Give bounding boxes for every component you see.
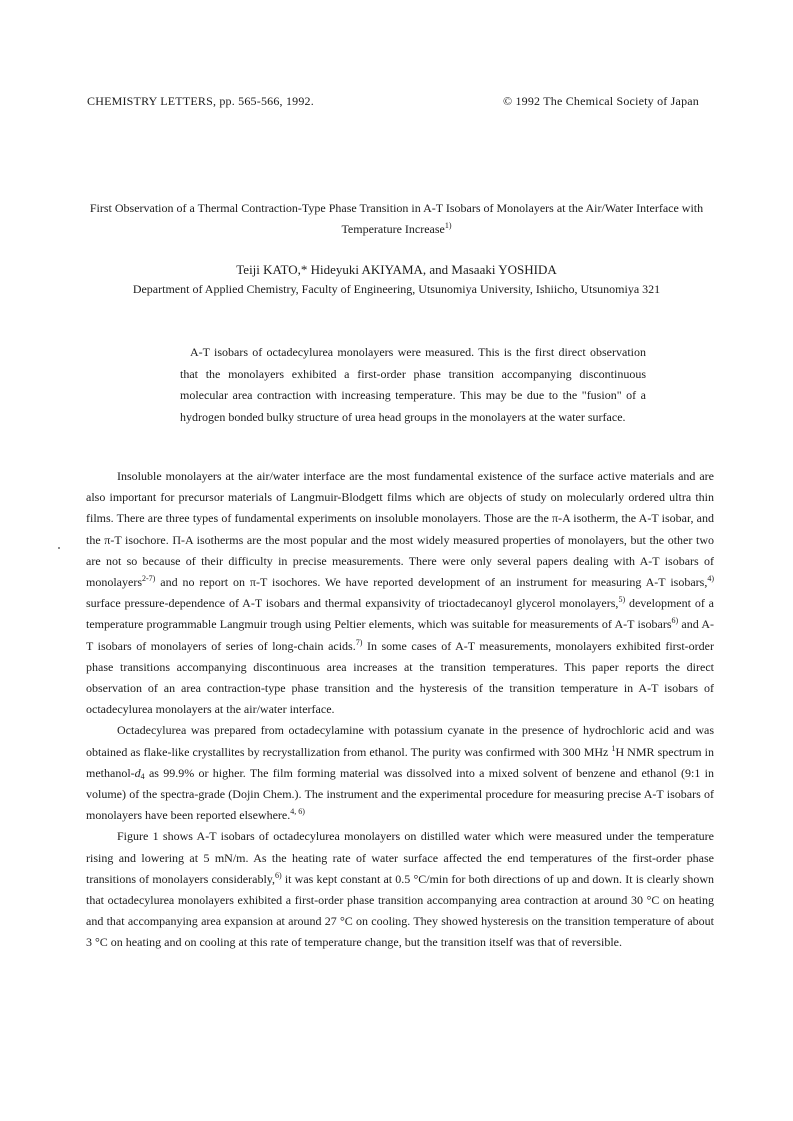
affiliation: Department of Applied Chemistry, Faculty of Engineering, Utsunomiya University, Ishiicho, Utsunomiya 321 [132, 282, 661, 296]
reference-marker: 7) [355, 637, 363, 647]
reference-marker: 2-7) [142, 574, 156, 584]
reference-marker: 6) [671, 616, 679, 626]
text-run: and no report on π-T isochores. We have reported development of an instrument for measuring A-T isobars, [155, 575, 708, 590]
text-run: and A-T isobars of monolayers of series of long-chain acids. [86, 617, 715, 653]
margin-mark [58, 547, 60, 549]
text-run: development of a temperature programmable Langmuir trough using Peltier elements, which was suitable for measurements of A-T isobars [86, 596, 715, 632]
paper-title [70, 198, 723, 240]
title-ref: 1) [444, 221, 452, 230]
reference-marker: 5) [618, 595, 626, 605]
paragraph-introduction [86, 466, 714, 720]
main-body [86, 466, 714, 954]
author-list: Teiji KATO,* Hideyuki AKIYAMA, and Masaaki YOSHIDA [236, 262, 557, 277]
text-run: it was kept constant at 0.5 °C/min for both directions of up and down. It is clearly shown that octadecylurea monolayers exhibited a first-order phase transition accompanying area contraction at around 30 °C on heating and that accompanying area expansion at around 27 °C on cooling. They showed hysteresis on the transition temperature of about 3 °C on heating and on cooling at this rate of temperature change, but the transition itself was that of reversible. [86, 871, 714, 950]
text-run: Figure 1 shows A-T isobars of octadecylurea monolayers on distilled water which were measured under the temperature rising and lowering at 5 mN/m. As the heating rate of water surface affected the end temperatures of the first-order phase transitions of monolayers considerably, [86, 829, 714, 886]
text-run: In some cases of A-T measurements, monolayers exhibited first-order phase transitions accompanying discontinuous area increases at the transition temperatures. This paper reports the direct observation of an area contraction-type phase transition and the hysteresis of the transition temperature in A-T isobars of octadecylurea monolayers at the air/water interface. [86, 638, 714, 717]
subscript-4: 4 [140, 771, 145, 781]
journal-citation: CHEMISTRY LETTERS, pp. 565-566, 1992. [87, 94, 314, 108]
title-text: First Observation of a Thermal Contraction-Type Phase Transition in A-T Isobars of Monolayers at the Air/Water Interface with Temperature Increase [89, 201, 704, 236]
reference-marker: 6) [275, 870, 282, 880]
text-run: surface pressure-dependence of A-T isobars and thermal expansivity of trioctadecanoyl glycerol monolayers, [86, 596, 619, 611]
paragraph-experimental [86, 720, 714, 826]
text-run: Insoluble monolayers at the air/water interface are the most fundamental existence of the surface active materials and are also important for precursor materials of Langmuir-Blodgett films which are objects of study on molecularly ordered ultra thin films. There are three types of fundamental experiments on insoluble monolayers. Those are the π-A isotherm, the A-T isobar, and the π-T isochore. Π-A isotherms are the most popular and the most widely measured properties of monolayers, but the other two are not so because of their difficulty in precise measurements. There were only several papers dealing with A-T isobars of monolayers [86, 469, 714, 590]
text-run: as 99.9% or higher. The film forming material was dissolved into a mixed solvent of benzene and ethanol (9:1 in volume) of the spectra-grade (Dojin Chem.). The instrument and the experimental procedure for measuring precise A-T isobars of monolayers have been reported elsewhere. [86, 765, 714, 823]
paragraph-results [86, 826, 714, 953]
isotope-superscript: 1 [611, 743, 616, 753]
text-run: H NMR spectrum in methanol- [86, 744, 714, 780]
abstract: A-T isobars of octadecylurea monolayers were measured. This is the first direct observation that the monolayers exhibited a first-order phase transition accompanying discontinuous molecular area contraction with increasing temperature. This may be due to the "fusion" of a hydrogen bonded bulky structure of urea head groups in the monolayers at the water surface. [180, 345, 646, 424]
italic-d: d [134, 765, 141, 780]
copyright-notice: © 1992 The Chemical Society of Japan [502, 94, 699, 108]
reference-marker: 4) [707, 574, 714, 584]
reference-marker: 4, 6) [290, 807, 305, 817]
text-run: Octadecylurea was prepared from octadecylamine with potassium cyanate in the presence of hydrochloric acid and was obtained as flake-like crystallites by recrystallization from ethanol. The purity was confirmed with 300 MHz [86, 723, 714, 759]
